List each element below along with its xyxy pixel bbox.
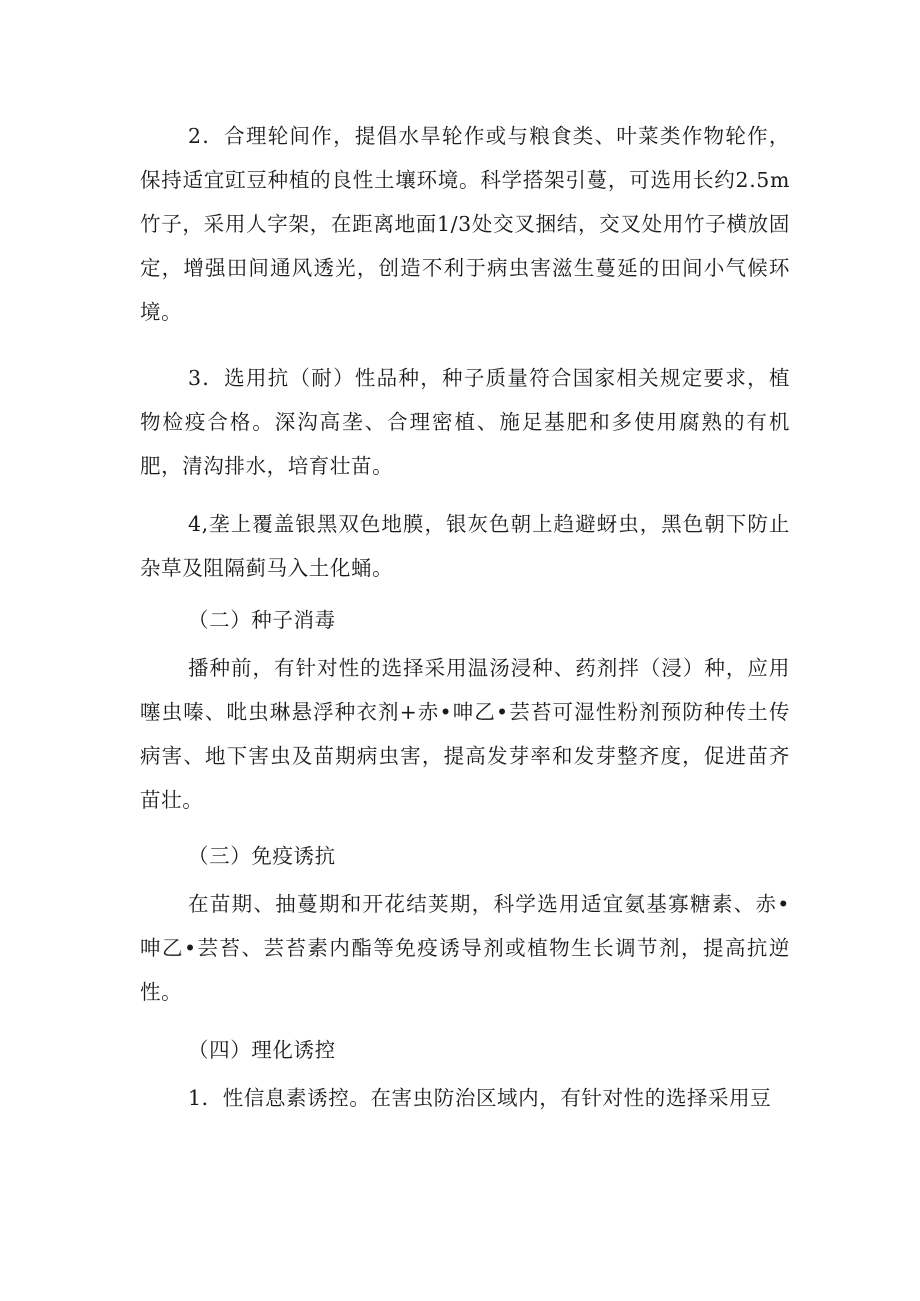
paragraph-film-mulch: 4,垄上覆盖银黑双色地膜，银灰色朝上趋避蚜虫，黑色朝下防止杂草及阻隔蓟马入土化蛹。	[140, 512, 790, 580]
heading-physical-chemical-control: （四）理化诱控	[188, 1038, 336, 1062]
paragraph-pheromone-trapping: 1．性信息素诱控。在害虫防治区域内，有针对性的选择采用豆	[188, 1086, 772, 1110]
heading-seed-disinfection: （二）种子消毒	[188, 608, 336, 632]
paragraph-crop-rotation: 2．合理轮间作，提倡水旱轮作或与粮食类、叶菜类作物轮作，保持适宜豇豆种植的良性土壤环境。科学搭架引蔓，可选用长约2.5m竹子，采用人字架，在距离地面1/3处交叉捆结，交叉处用竹子横放固定，增强田间通风透光，创造不利于病虫害滋生蔓延的田间小气候环境。	[140, 124, 790, 324]
paragraph-seed-disinfection: 播种前，有针对性的选择采用温汤浸种、药剂拌（浸）种，应用噻虫嗪、吡虫琳悬浮种衣剂+赤•呻乙•芸苔可湿性粉剂预防种传土传病害、地下害虫及苗期病虫害，提高发芽率和发芽整齐度，促进苗齐苗壮。	[140, 656, 790, 812]
paragraph-immune-induction: 在苗期、抽蔓期和开花结荚期，科学选用适宜氨基寡糖素、赤•呻乙•芸苔、芸苔素内酯等免疫诱导剂或植物生长调节剂，提高抗逆性。	[140, 892, 790, 1004]
heading-immune-induction: （三）免疫诱抗	[188, 844, 336, 868]
paragraph-resistant-varieties: 3．选用抗（耐）性品种，种子质量符合国家相关规定要求，植物检疫合格。深沟高垄、合理密植、施足基肥和多使用腐熟的有机肥，清沟排水，培育壮苗。	[140, 366, 790, 478]
